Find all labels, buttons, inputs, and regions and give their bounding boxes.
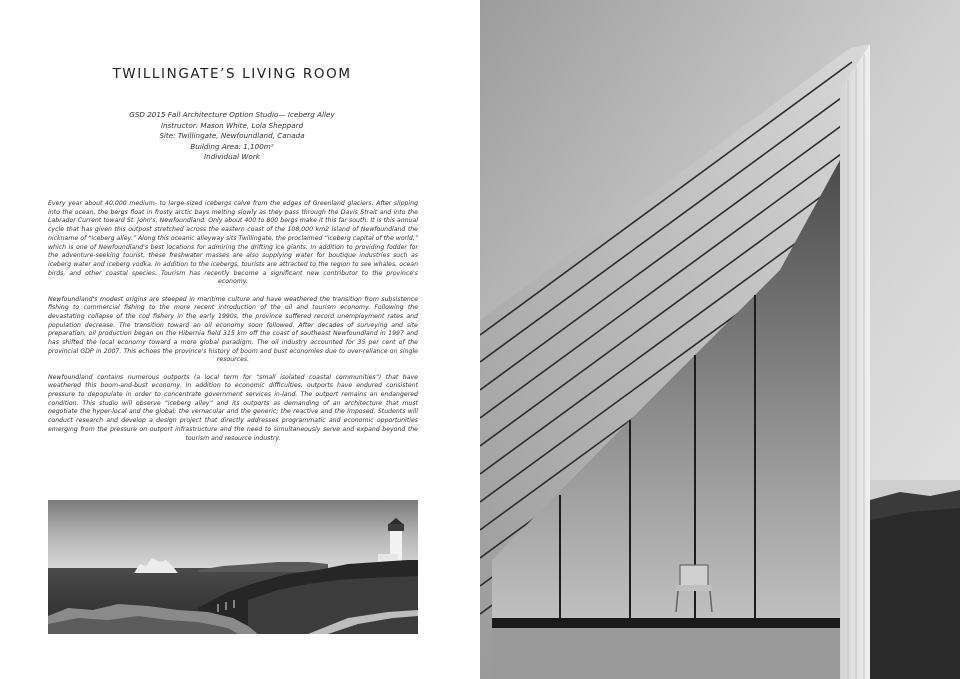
coastal-landscape-photo xyxy=(48,500,418,634)
project-credits xyxy=(0,110,464,163)
paragraph-outports: Newfoundland contains numerous outports (a local term for “small isolated coastal communities”) that have weathered this boom-and-bust economy. In addition to economic difficulties, outports have endured consistent pressure to depopulate in order to concentrate government services in-land. The outport remains an endangered condition. This studio will observe “iceberg alley” and its outports as demanding of an architecture that must negotiate the hyper-local and the global; the vernacular and the generic; the reactive and the imposed. Students will conduct research and develop a design project that directly addresses programmatic and economic opportunities emerging from the pressure on outport infrastructure and the need to simultaneously serve and expand beyond the tourism and resource industry. xyxy=(48,373,418,442)
credit-area: Building Area: 1,100m² xyxy=(190,141,274,151)
credit-instructor: Instructor: Mason White, Lola Sheppard xyxy=(160,120,304,130)
cabin-rendering-image xyxy=(480,0,960,679)
credit-studio: GSD 2015 Fall Architecture Option Studio— Iceberg Alley xyxy=(129,110,335,119)
credit-site: Site: Twillingate, Newfoundland, Canada xyxy=(159,131,305,140)
credit-work: Individual Work xyxy=(204,152,260,161)
architecture-rendering xyxy=(480,0,960,679)
paragraph-economy: Newfoundland's modest origins are steeped in maritime culture and have weathered the transition from subsistence fishing to commercial fishing to the more recent introduction of the oil and tourism economy. Following the devastating collapse of the cod fishery in the early 1990s, the province suffered record unemployment rates and population decrease. The transition toward an oil economy soon followed. After decades of surveying and site preparation, oil production began on the Hibernia field 315 km off the coast of southeast Newfoundland in 1997 and has shifted the local economy toward a more global paradigm. The oil industry accounted for 35 per cent of the provincial GDP in 2007. This echoes the province's history of boom and bust economies due to over-reliance on single resources. xyxy=(48,295,418,364)
body-text xyxy=(48,200,418,452)
paragraph-icebergs: Every year about 40,000 medium- to large-sized icebergs calve from the edges of Greenland glaciers. After slipping into the ocean, the bergs float in frosty arctic bays melting slowly as they pass through the Davis Strait and into the Labrador Current toward St. John's, Newfoundland. Only about 400 to 800 bergs make it this far south. It is this annual cycle that has given this outpost stretched across the eastern coast of the 108,000 km2 island of Newfoundland the nickname of “iceberg alley.” Along this oceanic alleyway sits Twillingate, the proclaimed “iceberg capital of the world,” which is one of Newfoundland's best locations for admiring the drifting ice giants. In addition to providing fodder for the adventure-seeking tourist, these freshwater masses are also supplying water for boutique industries such as iceberg water and iceberg vodka. In addition to the icebergs, tourists are attracted to the region to see whales, ocean birds, and other coastal species. Tourism has recently become a significant new contributor to the province's economy. xyxy=(48,200,418,286)
page-title: TWILLINGATE’S LIVING ROOM xyxy=(112,66,352,82)
